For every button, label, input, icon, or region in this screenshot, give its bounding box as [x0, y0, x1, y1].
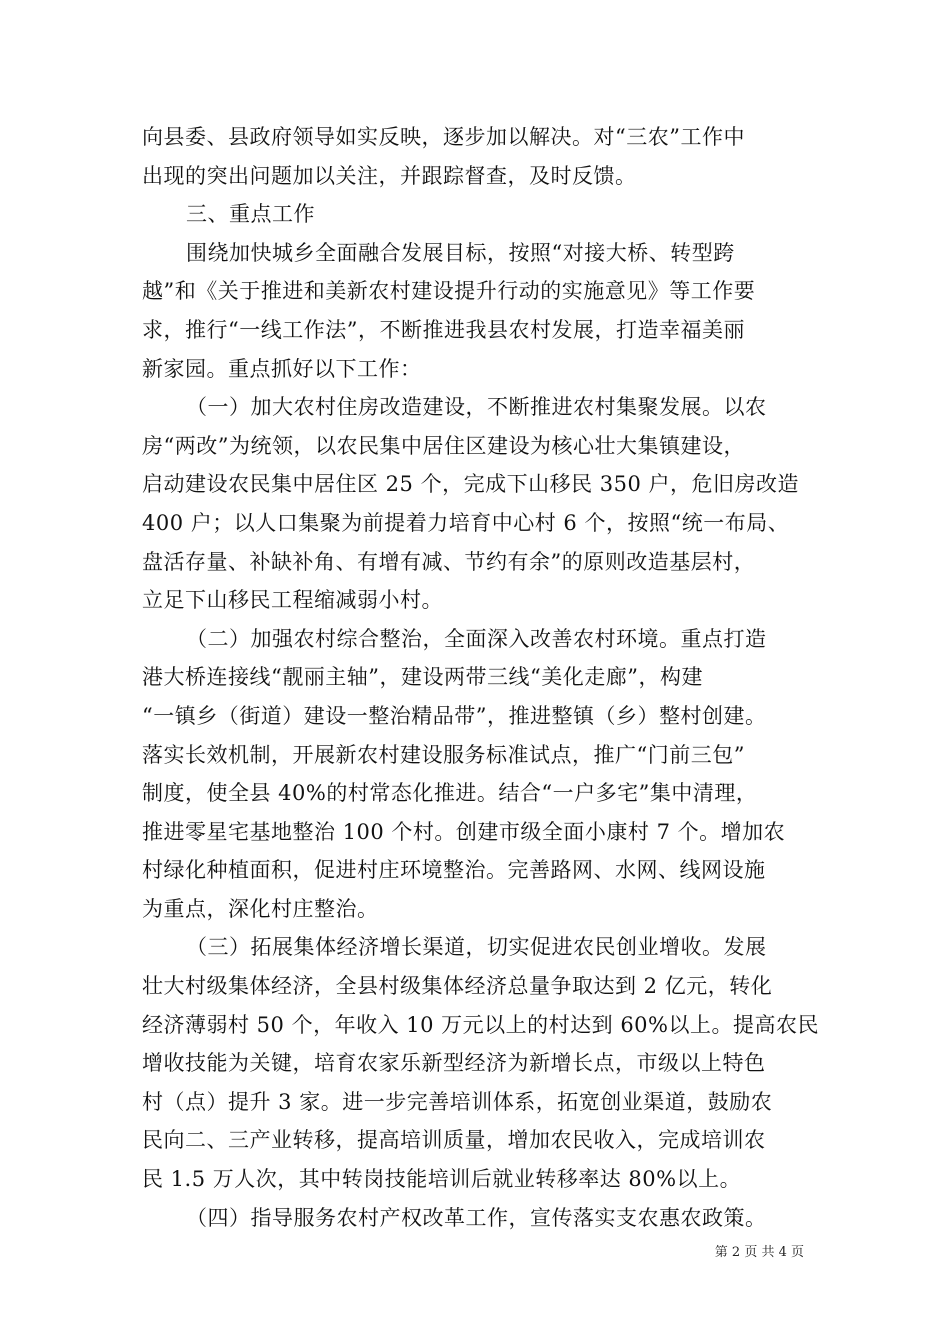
body-line: 越”和《关于推进和美新农村建设提升行动的实施意见》等工作要: [142, 279, 756, 304]
body-line: 盘活存量、补缺补角、有增有减、节约有余”的原则改造基层村，: [142, 549, 756, 574]
body-line: 制度，使全县 40%的村常态化推进。结合“一户多宅”集中清理，: [142, 781, 758, 806]
body-line: （三）拓展集体经济增长渠道，切实促进农民创业增收。发展: [186, 935, 767, 960]
section-heading: 三、重点工作: [186, 202, 315, 227]
body-line: 增收技能为关键，培育农家乐新型经济为新增长点，市级以上特色: [142, 1051, 766, 1076]
body-line: 推进零星宅基地整治 100 个村。创建市级全面小康村 7 个。增加农: [142, 819, 786, 844]
document-body: [142, 118, 819, 1237]
body-line: （一）加大农村住房改造建设，不断推进农村集聚发展。以农: [186, 395, 767, 420]
body-line: 求，推行“一线工作法”，不断推进我县农村发展，打造幸福美丽: [142, 317, 745, 342]
body-line: 出现的突出问题加以关注，并跟踪督查，及时反馈。: [142, 163, 637, 188]
body-line: 村绿化种植面积，促进村庄环境整治。完善路网、水网、线网设施: [142, 858, 766, 883]
body-line: “一镇乡（街道）建设一整治精品带”，推进整镇（乡）整村创建。: [142, 703, 767, 728]
body-line: 经济薄弱村 50 个，年收入 10 万元以上的村达到 60%以上。提高农民: [142, 1012, 819, 1037]
body-line: 壮大村级集体经济，全县村级集体经济总量争取达到 2 亿元，转化: [142, 974, 773, 999]
body-line: 为重点，深化村庄整治。: [142, 896, 379, 921]
body-line: 民 1.5 万人次，其中转岗技能培训后就业转移率达 80%以上。: [142, 1167, 742, 1192]
body-line: 启动建设农民集中居住区 25 个，完成下山移民 350 户，危旧房改造: [142, 472, 800, 497]
body-line: 港大桥连接线“靓丽主轴”，建设两带三线“美化走廊”，构建: [142, 665, 703, 690]
body-line: 向县委、县政府领导如实反映，逐步加以解决。对“三农”工作中: [142, 125, 745, 149]
body-line: （四）指导服务农村产权改革工作，宣传落实支农惠农政策。: [186, 1205, 767, 1230]
body-line: 围绕加快城乡全面融合发展目标，按照“对接大桥、转型跨: [186, 240, 735, 265]
body-line: 400 户；以人口集聚为前提着力培育中心村 6 个，按照“统一布局、: [142, 510, 790, 535]
body-line: 新家园。重点抓好以下工作：: [142, 356, 422, 381]
page-number: 第 2 页 共 4 页: [714, 1245, 804, 1260]
body-line: 民向二、三产业转移，提高培训质量，增加农民收入，完成培训农: [142, 1128, 766, 1153]
body-line: 立足下山移民工程缩减弱小村。: [142, 588, 443, 613]
body-line: （二）加强农村综合整治，全面深入改善农村环境。重点打造: [186, 626, 767, 651]
body-line: 房“两改”为统领，以农民集中居住区建设为核心壮大集镇建设，: [142, 433, 745, 458]
body-line: 落实长效机制，开展新农村建设服务标准试点，推广“门前三包”: [142, 742, 745, 767]
body-line: 村（点）提升 3 家。进一步完善培训体系，拓宽创业渠道，鼓励农: [142, 1089, 773, 1114]
